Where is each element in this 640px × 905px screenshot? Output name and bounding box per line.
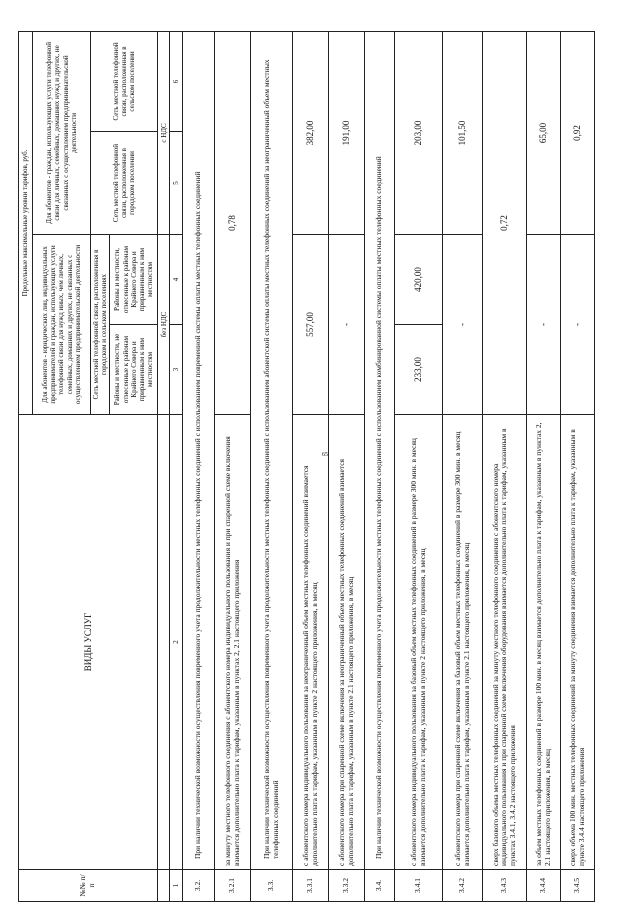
row-number: 3.3.: [251, 870, 293, 902]
column-number: 5: [170, 132, 183, 235]
tariff-value: 65,00: [527, 31, 561, 234]
row-number: 3.3.2: [329, 870, 365, 902]
row-description: с абонентского номера индивидуального пользования за неограниченный объем местных телефонных соединений взимается дополнительно плата к тарифам, указанным в пункте 2 настоящего приложения, в месяц: [293, 415, 329, 870]
row-description: за объем местных телефонных соединений в размере 100 мин. в месяц взимается дополнительно плата к тарифам, указанным в пунктах 2, 2.1 настоящего приложения, в месяц: [527, 415, 561, 870]
tariff-value: 0,78: [215, 31, 251, 414]
row-number: 3.4.3: [483, 870, 527, 902]
row-description: с абонентского номера индивидуального пользования за базовый объем местных телефонных соединений в размере 300 мин. в месяц взимается дополнительно плата к тарифам, указанным в пункте 2 настоящего приложения, в месяц: [395, 415, 443, 870]
header-no-vat: без НДС: [158, 235, 170, 415]
tariff-value: -: [443, 235, 483, 415]
header-group-legal: Для абонентов - юридических лиц, индивидуальных предпринимателей и граждан, использующих услуги телефонной связи для нужд иных, чем личных, семейных, домашних и других, не связанных с осуществлением предпринимательской деятельности: [33, 235, 91, 415]
header-city-network: Сеть местной телефонной связи, расположенная в городском поселении: [91, 132, 158, 235]
column-number: 6: [170, 31, 183, 131]
tariff-sheet: [18, 32, 616, 902]
row-description: сверх объема 100 мин. местных телефонных соединений за минуту соединения взимается дополнительно плата к тарифам, указанным в пункте 3.4.4 настоящего приложения: [561, 415, 595, 870]
row-number: 3.4.1: [395, 870, 443, 902]
row-number: 3.2.1: [215, 870, 251, 902]
tariff-value: 101,50: [443, 31, 483, 234]
tariff-value: 203,00: [395, 31, 443, 234]
row-number: 3.3.1: [293, 870, 329, 902]
header-limits: Предельные максимальные уровни тарифов, руб.: [19, 31, 33, 414]
header-village-network: Сеть местной телефонной связи, расположенная в сельском поселении: [91, 31, 158, 131]
row-description: за минуту местного телефонного соединения с абонентского номера индивидуального пользования и при спаренной схеме включения взимается дополнительно плата к тарифам, указанным в пунктах 2, 2.1 настоящего приложения: [215, 415, 251, 870]
tariff-value: 191,00: [329, 31, 365, 234]
tariff-value: -: [527, 235, 561, 415]
header-north-regions: Районы и местности, отнесенные к районам Крайнего Севера и приравненным к ним местностям: [110, 235, 158, 325]
header-group-citizens: Для абонентов - граждан, использующих услуги телефонной связи для личных, семейных, домашних нужд и других, не связанных с осуществлением предпринимательской деятельности: [33, 31, 91, 234]
tariff-value: 382,00: [293, 31, 329, 234]
tariff-table: [18, 31, 595, 902]
tariff-value: 0,92: [561, 31, 595, 234]
header-regular-regions: Районы и местности, не отнесенные к районам Крайнего Севера и приравненным к ним местностям: [110, 325, 158, 415]
row-description: сверх базового объема местных телефонных соединений за минуту местного телефонного соединения с абонентского номера индивидуального пользования и при спаренной схеме включения оборудования взимается дополнительно плата к тарифам, указанным в пунктах 3.4.1, 3.4.2 настоящего приложения: [483, 415, 527, 870]
header-with-vat: с НДС: [158, 31, 170, 234]
row-description: с абонентского номера при спаренной схеме включения за базовый объем местных телефонных соединений в размере 300 мин. в месяц взимается дополнительно плата к тарифам, указанным в пункте 2.1 настоящего приложения, в месяц: [443, 415, 483, 870]
header-number: №№ п/п: [19, 870, 158, 902]
row-number: 3.4.5: [561, 870, 595, 902]
section-title: При наличии технической возможности осуществления повременного учета продолжительности местных телефонных соединений с использованием комбинированной системы оплаты местных телефонных соединений: [365, 31, 395, 869]
column-number: 1: [170, 870, 183, 902]
row-number: 3.4.: [365, 870, 395, 902]
page-number: 65: [322, 452, 328, 458]
row-description: с абонентского номера при спаренной схеме включения за неограниченный объем местных телефонных соединений взимается дополнительно плата к тарифам, указанным в пункте 2.1 настоящего приложения, в месяц: [329, 415, 365, 870]
tariff-value: 420,00: [395, 235, 443, 325]
section-title: При наличии технической возможности осуществления повременного учета продолжительности местных телефонных соединений с использованием абонентской системы оплаты местных телефонных соединений за неограниченный объем местных телефонных соединений: [251, 31, 293, 869]
section-title: При наличии технической возможности осуществления повременного учета продолжительности местных телефонных соединений с использованием повременной системы оплаты местных телефонных соединений: [183, 31, 215, 869]
column-number: 2: [170, 415, 183, 870]
tariff-value: 233,00: [395, 325, 443, 415]
header-services: ВИДЫ УСЛУГ: [19, 415, 158, 870]
row-number: 3.4.2: [443, 870, 483, 902]
column-number: 4: [170, 235, 183, 325]
column-number: 3: [170, 325, 183, 415]
tariff-value: -: [561, 235, 595, 415]
row-number: 3.2.: [183, 870, 215, 902]
tariff-value: -: [329, 235, 365, 415]
row-number: 3.4.4: [527, 870, 561, 902]
tariff-value: 557,00: [293, 235, 329, 415]
header-network-all: Сеть местной телефонной связи, расположенная в городском и сельском поселениях: [91, 235, 110, 415]
tariff-value: 0,72: [483, 31, 527, 414]
